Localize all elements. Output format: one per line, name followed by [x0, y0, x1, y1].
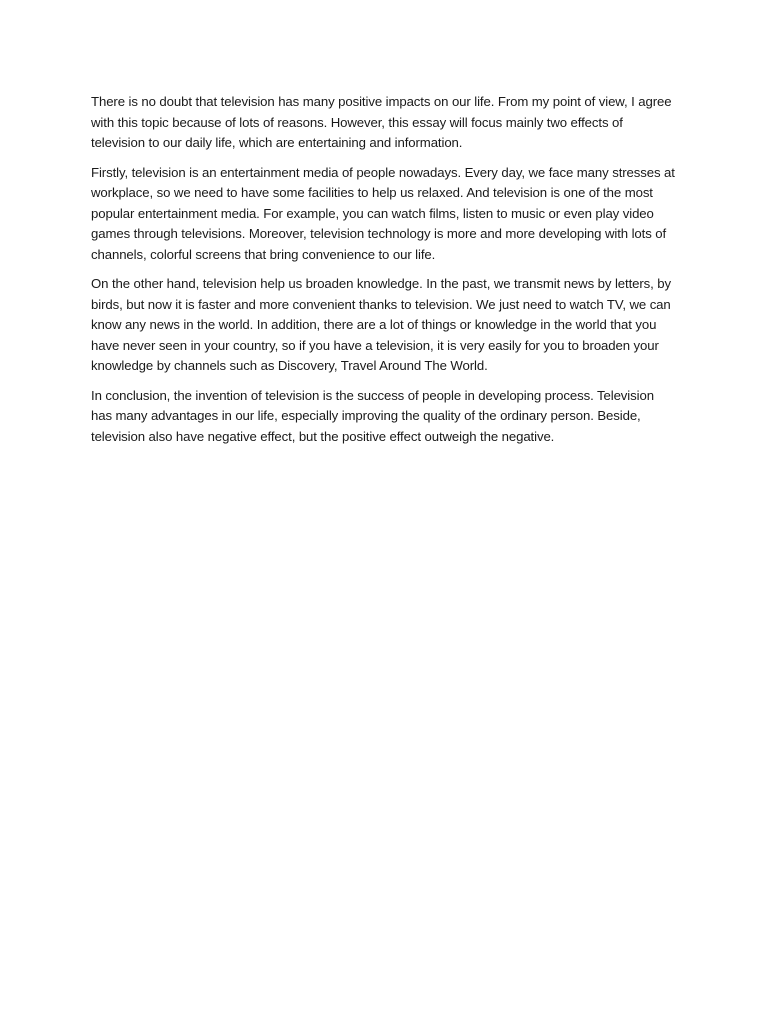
- intro-paragraph: There is no doubt that television has many positive impacts on our life. From my point of view, I agree with this topic because of lots of reasons. However, this essay will focus mainly two effects of television to our daily life, which are entertaining and information.: [91, 94, 672, 150]
- entertainment-paragraph: Firstly, television is an entertainment media of people nowadays. Every day, we face many stresses at workplace, so we need to have some facilities to help us relaxed. And television is one of the most popular entertainment media. For example, you can watch films, listen to music or even play video games through televisions. Moreover, television technology is more and more developing with lots of channels, colorful screens that bring convenience to our life.: [91, 164, 675, 262]
- conclusion-paragraph: In conclusion, the invention of television is the success of people in developing process. Television has many advantages in our life, especially improving the quality of the ordinary person. Beside, television also have negative effect, but the positive effect outweigh the negative.: [91, 387, 654, 444]
- knowledge-paragraph: On the other hand, television help us broaden knowledge. In the past, we transmit news by letters, by birds, but now it is faster and more convenient thanks to television. We just need to watch TV, we can know any news in the world. In addition, there are a lot of things or knowledge in the world that you have never seen in your country, so if you have a television, it is very easily for you to broaden your knowledge by channels such as Discovery, Travel Around The World.: [91, 276, 672, 373]
